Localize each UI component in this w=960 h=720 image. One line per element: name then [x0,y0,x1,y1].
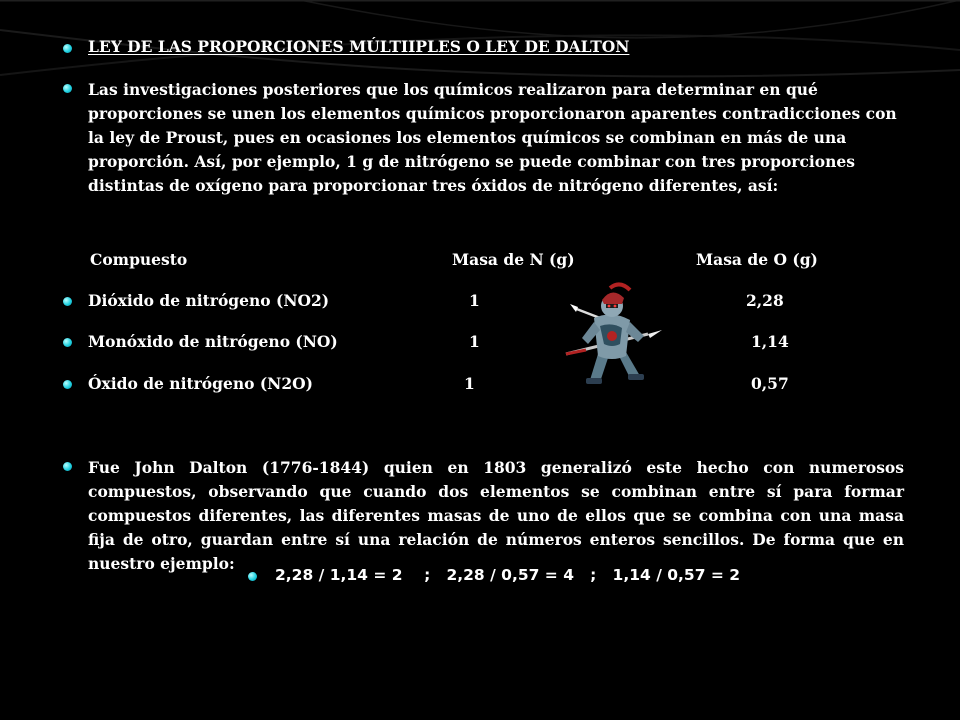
intro-paragraph: Las investigaciones posteriores que los químicos realizaron para determinar en qué proporciones se unen los elementos químicos proporcionaron aparentes contradicciones con la ley de Proust, pues en ocasiones los elementos químicos se combinan en más de una proporción. Así, por ejemplo, 1 g de nitrógeno se puede combinar con tres proporciones distintas de oxígeno para proporcionar tres óxidos de nitrógeno diferentes, así: [88,80,897,195]
bullet-icon [248,572,257,581]
row-mass-n: 1 [469,291,480,310]
header-mass-o: Masa de O (g) [696,250,818,269]
warrior-clipart [560,282,668,390]
slide-title: LEY DE LAS PROPORCIONES MÚLTIIPLES O LEY DE DALTON [88,37,630,56]
conclusion-paragraph: Fue John Dalton (1776-1844) quien en 1803 generalizó este hecho con numerosos compuestos, observando que cuando dos elementos se combinan entre sí para formar compuestos diferentes, las diferentes masas de uno de ellos que se combina con una masa fija de otro, guardan entre sí una relación de números enteros sencillos. De forma que en nuestro ejemplo: [88,458,904,573]
row-mass-o: 2,28 [746,291,784,310]
bullet-icon [63,84,72,93]
bullet-icon [63,462,72,471]
bullet-icon [63,44,72,53]
row-mass-n: 1 [469,332,480,351]
header-mass-n: Masa de N (g) [452,250,575,269]
row-mass-n: 1 [464,374,475,393]
bullet-icon [63,338,72,347]
row-compound: Monóxido de nitrógeno (NO) [88,332,338,351]
row-compound: Óxido de nitrógeno (N2O) [88,374,313,393]
ratio-equation: 2,28 / 1,14 = 2 ; 2,28 / 0,57 = 4 ; 1,14 / 0,57 = 2 [275,566,741,584]
bullet-icon [63,380,72,389]
header-compound: Compuesto [90,250,188,269]
row-mass-o: 1,14 [751,332,789,351]
bullet-icon [63,297,72,306]
row-compound: Dióxido de nitrógeno (NO2) [88,291,330,310]
row-mass-o: 0,57 [751,374,789,393]
